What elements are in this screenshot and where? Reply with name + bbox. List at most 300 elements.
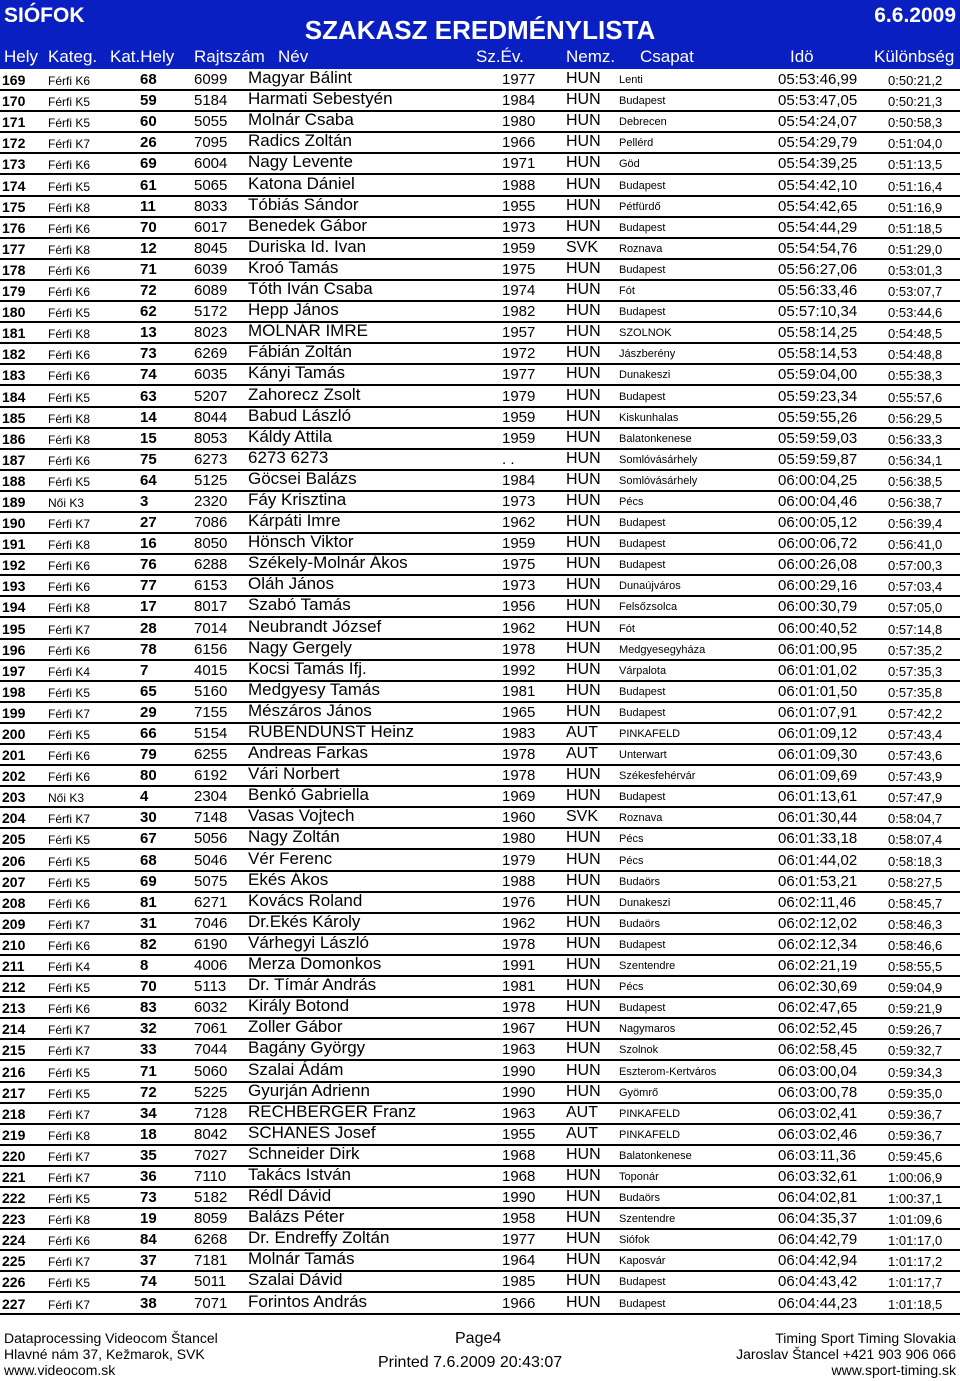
cell-category: Férfi K5: [48, 390, 91, 405]
table-row: [0, 597, 960, 618]
cell-difference: 0:59:36,7: [888, 1127, 943, 1143]
cell-category: Férfi K6: [48, 453, 91, 468]
table-row: [0, 808, 960, 829]
cell-difference: 0:50:21,3: [888, 94, 943, 110]
cell-nationality: HUN: [566, 934, 601, 952]
cell-birth-year: 1962: [502, 914, 536, 932]
cell-place: 221: [2, 1168, 26, 1185]
cell-team: Budaörs: [619, 917, 660, 930]
cell-nationality: HUN: [566, 576, 601, 594]
cell-team: Debrecen: [619, 116, 667, 129]
table-row: [0, 236, 960, 260]
cell-category: Férfi K6: [48, 580, 91, 595]
cell-place: 175: [2, 198, 26, 215]
table-row: [0, 890, 960, 914]
cell-name: Szalai Ádám: [248, 1059, 344, 1079]
cell-team: Nagymaros: [619, 1023, 676, 1036]
cell-category-place: 38: [140, 1294, 157, 1312]
cell-category-place: 78: [140, 640, 157, 658]
cell-birth-year: 1984: [502, 92, 536, 110]
cell-category-place: 11: [140, 197, 156, 215]
cell-time: 06:00:04,25: [778, 471, 858, 489]
cell-birth-year: 1963: [502, 1041, 536, 1059]
table-row: [0, 1101, 960, 1125]
cell-category: Férfi K5: [48, 1192, 91, 1207]
cell-birth-year: 1968: [502, 1146, 536, 1164]
cell-time: 06:02:11,46: [778, 893, 857, 911]
cell-name: Balázs Péter: [248, 1207, 345, 1227]
cell-nationality: HUN: [566, 91, 601, 109]
cell-bib-number: 5225: [194, 1083, 228, 1101]
cell-category-place: 65: [140, 682, 157, 700]
cell-time: 06:02:47,65: [778, 999, 858, 1017]
cell-team: Budaörs: [619, 875, 660, 888]
cell-time: 06:01:09,69: [778, 767, 858, 785]
cell-birth-year: 1978: [502, 767, 536, 785]
cell-bib-number: 5184: [194, 92, 228, 110]
cell-difference: 0:56:38,5: [888, 473, 943, 489]
cell-category-place: 36: [140, 1167, 157, 1185]
cell-difference: 1:00:37,1: [888, 1191, 943, 1207]
cell-place: 205: [2, 831, 26, 848]
cell-category: Férfi K7: [48, 917, 91, 932]
cell-place: 173: [2, 156, 26, 173]
cell-difference: 0:58:55,5: [888, 959, 943, 975]
table-row: [0, 911, 960, 935]
cell-time: 05:59:55,26: [778, 408, 858, 426]
cell-place: 193: [2, 578, 26, 595]
cell-difference: 0:57:35,3: [888, 663, 943, 679]
cell-bib-number: 6099: [194, 71, 228, 89]
cell-place: 178: [2, 261, 26, 278]
cell-time: 05:54:42,10: [778, 176, 858, 194]
cell-category: Férfi K7: [48, 1023, 91, 1038]
cell-nationality: HUN: [566, 133, 601, 151]
cell-team: Kiskunhalas: [619, 411, 679, 424]
cell-place: 220: [2, 1147, 26, 1164]
cell-birth-year: 1959: [502, 429, 536, 447]
cell-time: 05:59:04,00: [778, 366, 858, 384]
cell-team: Pécs: [619, 981, 644, 994]
cell-birth-year: 1962: [502, 514, 536, 532]
cell-bib-number: 6255: [194, 746, 228, 764]
cell-time: 06:01:33,18: [778, 830, 858, 848]
cell-place: 202: [2, 768, 26, 785]
cell-category: Férfi K5: [48, 981, 91, 996]
cell-nationality: HUN: [566, 956, 601, 974]
table-row: [0, 1188, 960, 1209]
cell-difference: 0:51:18,5: [888, 220, 943, 236]
cell-name: Harmati Sebestyén: [248, 89, 393, 109]
cell-bib-number: 6017: [194, 218, 228, 236]
cell-team: Budapest: [619, 685, 666, 698]
cell-difference: 0:56:34,1: [888, 452, 943, 468]
cell-birth-year: 1979: [502, 387, 536, 405]
cell-category-place: 3: [140, 492, 149, 510]
cell-birth-year: 1967: [502, 1020, 536, 1038]
cell-category-place: 66: [140, 725, 157, 742]
cell-birth-year: 1959: [502, 239, 536, 257]
cell-category: Férfi K6: [48, 896, 91, 911]
table-row: [0, 194, 960, 218]
page-footer: [0, 1326, 960, 1381]
cell-place: 197: [2, 662, 26, 679]
cell-team: Fót: [619, 622, 635, 635]
cell-category: Férfi K7: [48, 1107, 91, 1122]
cell-nationality: HUN: [566, 1230, 601, 1248]
cell-birth-year: 1968: [502, 1167, 536, 1185]
cell-nationality: HUN: [566, 449, 601, 467]
cell-time: 06:01:09,12: [778, 725, 858, 742]
cell-nationality: AUT: [566, 745, 598, 763]
cell-category: Férfi K5: [48, 95, 91, 110]
cell-category-place: 15: [140, 429, 157, 447]
cell-birth-year: 1980: [502, 830, 536, 848]
cell-place: 200: [2, 726, 26, 742]
cell-category-place: 68: [140, 851, 157, 869]
cell-difference: 0:56:41,0: [888, 537, 943, 553]
cell-nationality: HUN: [566, 302, 601, 320]
table-row: [0, 70, 960, 91]
cell-time: 06:04:02,81: [778, 1189, 858, 1207]
cell-team: Budapest: [619, 1002, 666, 1015]
cell-birth-year: 1973: [502, 577, 536, 595]
table-row: [0, 91, 960, 112]
cell-team: Toponár: [619, 1170, 659, 1183]
cell-place: 198: [2, 683, 26, 700]
cell-team: Dunakeszi: [619, 369, 671, 382]
cell-team: Budapest: [619, 1297, 666, 1310]
cell-birth-year: 1979: [502, 851, 536, 869]
cell-birth-year: 1963: [502, 1104, 536, 1122]
table-row: [0, 658, 960, 682]
cell-category-place: 80: [140, 767, 157, 785]
cell-category: Férfi K8: [48, 327, 91, 342]
cell-team: Budapest: [619, 221, 666, 234]
cell-team: Dunaújváros: [619, 580, 681, 593]
cell-team: PINKAFELD: [619, 1107, 681, 1120]
table-row: [0, 133, 960, 154]
cell-category-place: 35: [140, 1146, 157, 1164]
cell-team: Balatonkenese: [619, 432, 692, 445]
cell-bib-number: 7128: [194, 1104, 228, 1122]
cell-place: 192: [2, 557, 26, 574]
table-row: [0, 405, 960, 429]
cell-time: 05:58:14,25: [778, 324, 858, 342]
cell-team: Budapest: [619, 791, 666, 804]
cell-time: 05:59:23,34: [778, 387, 858, 405]
cell-bib-number: 2320: [194, 492, 228, 510]
cell-difference: 0:59:34,3: [888, 1064, 943, 1080]
cell-nationality: HUN: [566, 259, 601, 277]
cell-name: Vér Ferenc: [248, 848, 333, 868]
footer-website: www.videocom.sk: [4, 1362, 116, 1378]
cell-nationality: HUN: [566, 913, 601, 931]
cell-nationality: HUN: [566, 344, 601, 362]
cell-category: Férfi K6: [48, 158, 91, 173]
cell-birth-year: 1990: [502, 1189, 536, 1207]
cell-bib-number: 6156: [194, 640, 228, 658]
cell-category: Férfi K8: [48, 601, 91, 616]
cell-bib-number: 5046: [194, 851, 228, 869]
cell-place: 227: [2, 1295, 26, 1312]
cell-birth-year: 1956: [502, 598, 536, 616]
cell-team: Székesfehérvár: [619, 770, 696, 783]
cell-difference: 0:57:35,8: [888, 684, 943, 700]
cell-category-place: 75: [140, 450, 157, 468]
cell-place: 215: [2, 1042, 26, 1059]
cell-birth-year: 1978: [502, 640, 536, 658]
cell-category: Férfi K5: [48, 1065, 91, 1080]
cell-category-place: 63: [140, 387, 157, 405]
cell-bib-number: 7044: [194, 1041, 228, 1059]
cell-time: 06:03:32,61: [778, 1167, 858, 1185]
cell-team: Pétfürdő: [619, 200, 661, 213]
cell-category-place: 83: [140, 999, 157, 1017]
cell-place: 191: [2, 536, 26, 553]
cell-bib-number: 5125: [194, 471, 228, 489]
table-row: [0, 576, 960, 597]
cell-team: Balatonkenese: [619, 1149, 692, 1162]
column-header: Kateg.: [48, 47, 98, 66]
cell-nationality: HUN: [566, 681, 601, 699]
cell-difference: 1:00:06,9: [888, 1169, 943, 1185]
cell-name: RUBENDUNST Heinz: [248, 722, 414, 741]
cell-birth-year: 1974: [502, 282, 536, 300]
cell-team: Pécs: [619, 854, 644, 867]
table-row: [0, 637, 960, 661]
cell-birth-year: 1959: [502, 535, 536, 553]
cell-nationality: HUN: [566, 1251, 601, 1269]
cell-category-place: 81: [140, 893, 157, 911]
cell-difference: 0:54:48,8: [888, 347, 943, 363]
cell-time: 06:00:04,46: [778, 492, 858, 510]
cell-difference: 0:51:04,0: [888, 136, 943, 152]
cell-name: Zahorecz Zsolt: [248, 384, 361, 404]
column-header: Különbség: [874, 47, 955, 66]
cell-place: 226: [2, 1274, 26, 1291]
cell-nationality: HUN: [566, 555, 601, 573]
cell-nationality: HUN: [566, 513, 601, 531]
cell-team: Várpalota: [619, 664, 667, 677]
cell-bib-number: 4006: [194, 957, 228, 975]
cell-name: Tóbiás Sándor: [248, 194, 359, 214]
cell-name: Nagy Zoltán: [248, 827, 340, 847]
cell-nationality: HUN: [566, 1145, 601, 1163]
cell-bib-number: 8017: [194, 598, 228, 616]
cell-difference: 0:59:21,9: [888, 1001, 943, 1017]
cell-difference: 0:56:39,4: [888, 516, 943, 532]
cell-category: Férfi K7: [48, 1170, 91, 1185]
cell-name: Tóth Iván Csaba: [248, 279, 373, 299]
cell-bib-number: 7027: [194, 1146, 228, 1164]
cell-difference: 1:01:09,6: [888, 1212, 943, 1228]
table-row: [0, 215, 960, 239]
cell-place: 213: [2, 1000, 26, 1017]
cell-name: Ekés Ákos: [248, 869, 329, 889]
cell-nationality: HUN: [566, 871, 601, 889]
cell-category-place: 18: [140, 1125, 157, 1143]
cell-difference: 0:57:43,4: [888, 727, 943, 742]
cell-difference: 0:57:03,4: [888, 579, 943, 595]
cell-team: Pécs: [619, 495, 644, 508]
table-row: [0, 1230, 960, 1251]
cell-category-place: 4: [140, 788, 149, 806]
location-title: SIÓFOK: [4, 4, 85, 27]
cell-difference: 0:57:05,0: [888, 600, 943, 616]
cell-birth-year: 1969: [502, 788, 536, 806]
cell-birth-year: 1975: [502, 556, 536, 574]
cell-birth-year: 1962: [502, 619, 536, 637]
cell-category: Férfi K5: [48, 1086, 91, 1101]
table-row: [0, 1080, 960, 1104]
cell-difference: 0:56:38,7: [888, 494, 943, 510]
cell-difference: 1:01:17,7: [888, 1275, 943, 1291]
cell-time: 05:59:59,03: [778, 429, 858, 447]
cell-bib-number: 7086: [194, 514, 228, 532]
cell-category-place: 82: [140, 935, 157, 953]
cell-name: Fábián Zoltán: [248, 342, 352, 362]
cell-birth-year: 1965: [502, 703, 536, 721]
cell-team: Pellérd: [619, 137, 654, 150]
report-header: [0, 0, 960, 69]
cell-name: Kárpáti Imre: [248, 511, 341, 531]
cell-name: Benedek Gábor: [248, 215, 368, 235]
cell-difference: 1:01:18,5: [888, 1296, 943, 1312]
table-row: [0, 175, 960, 196]
table-row: [0, 323, 960, 344]
cell-place: 210: [2, 936, 26, 953]
cell-birth-year: . .: [502, 450, 515, 468]
cell-difference: 0:57:47,9: [888, 790, 943, 806]
cell-team: Göd: [619, 158, 640, 171]
cell-birth-year: 1957: [502, 324, 536, 342]
cell-difference: 0:59:04,9: [888, 980, 943, 996]
cell-nationality: AUT: [566, 1124, 598, 1142]
cell-category-place: 70: [140, 978, 157, 996]
cell-difference: 0:50:58,3: [888, 115, 943, 131]
cell-nationality: HUN: [566, 1293, 601, 1311]
cell-birth-year: 1976: [502, 893, 536, 911]
cell-nationality: HUN: [566, 998, 601, 1016]
cell-bib-number: 8033: [194, 197, 228, 215]
table-row: [0, 489, 960, 513]
cell-difference: 0:53:01,3: [888, 262, 943, 278]
table-row: [0, 386, 960, 407]
cell-birth-year: 1960: [502, 809, 536, 827]
table-row: [0, 447, 960, 471]
cell-place: 219: [2, 1126, 26, 1143]
cell-time: 06:01:30,44: [778, 809, 858, 827]
table-row: [0, 618, 960, 639]
cell-category: Férfi K7: [48, 622, 91, 637]
cell-nationality: HUN: [566, 1082, 601, 1100]
cell-place: 170: [2, 93, 26, 110]
cell-difference: 0:57:35,2: [888, 642, 943, 658]
cell-category-place: 62: [140, 303, 157, 321]
cell-time: 06:04:43,42: [778, 1273, 858, 1291]
cell-time: 05:54:42,65: [778, 197, 858, 215]
cell-bib-number: 5154: [194, 725, 228, 742]
cell-team: Somlóvásárhely: [619, 453, 698, 466]
table-row: [0, 869, 960, 893]
cell-difference: 0:58:46,6: [888, 937, 943, 953]
cell-name: Neubrandt József: [248, 616, 382, 636]
cell-category: Férfi K6: [48, 348, 91, 363]
cell-bib-number: 8044: [194, 408, 228, 426]
cell-team: Budapest: [619, 517, 666, 530]
cell-team: Budapest: [619, 179, 666, 192]
cell-category-place: 29: [140, 703, 157, 721]
cell-place: 225: [2, 1253, 26, 1270]
cell-nationality: SVK: [566, 808, 599, 826]
cell-name: Zoller Gábor: [248, 1017, 343, 1037]
table-row: [0, 998, 960, 1019]
table-row: [0, 1061, 960, 1082]
cell-place: 179: [2, 283, 26, 300]
cell-category: Női K3: [48, 495, 85, 510]
cell-name: Gyurján Adrienn: [248, 1080, 370, 1100]
column-header: Csapat: [640, 47, 694, 66]
cell-category-place: 19: [140, 1210, 157, 1228]
cell-place: 212: [2, 979, 26, 996]
cell-difference: 0:57:00,3: [888, 558, 943, 574]
cell-difference: 0:59:26,7: [888, 1022, 943, 1038]
cell-difference: 0:58:07,4: [888, 832, 943, 848]
cell-difference: 0:58:45,7: [888, 895, 943, 911]
cell-time: 06:00:26,08: [778, 556, 858, 574]
cell-nationality: HUN: [566, 1040, 601, 1058]
cell-category-place: 76: [140, 556, 157, 574]
cell-team: Pécs: [619, 833, 644, 846]
cell-difference: 0:58:18,3: [888, 853, 943, 869]
cell-difference: 0:57:42,2: [888, 705, 943, 721]
table-row: [0, 1122, 960, 1146]
cell-nationality: HUN: [566, 407, 601, 425]
cell-difference: 0:59:32,7: [888, 1043, 943, 1059]
cell-category: Férfi K7: [48, 137, 91, 152]
cell-place: 195: [2, 620, 26, 637]
cell-place: 224: [2, 1232, 26, 1249]
results-table: [0, 70, 960, 1315]
cell-place: 201: [2, 747, 26, 764]
cell-category: Férfi K8: [48, 432, 91, 447]
cell-team: Eszterom-Kertváros: [619, 1065, 717, 1078]
table-row: [0, 1293, 960, 1314]
cell-nationality: SVK: [566, 238, 599, 256]
cell-time: 06:02:12,02: [778, 914, 858, 932]
cell-time: 05:57:10,34: [778, 303, 858, 321]
column-header: Idö: [790, 47, 814, 66]
cell-birth-year: 1978: [502, 999, 536, 1017]
cell-place: 190: [2, 515, 26, 532]
table-row: [0, 700, 960, 724]
cell-category-place: 16: [140, 535, 157, 553]
cell-team: Fót: [619, 285, 635, 298]
cell-category-place: 7: [140, 661, 149, 679]
cell-bib-number: 7046: [194, 914, 228, 932]
cell-nationality: AUT: [566, 1103, 598, 1121]
cell-place: 204: [2, 810, 26, 827]
cell-birth-year: 1988: [502, 176, 536, 194]
cell-team: PINKAFELD: [619, 728, 681, 740]
cell-bib-number: 8023: [194, 324, 228, 342]
table-row: [0, 1209, 960, 1230]
cell-nationality: HUN: [566, 1019, 601, 1037]
cell-difference: 0:50:21,2: [888, 73, 943, 89]
table-row: [0, 302, 960, 323]
table-row: [0, 1143, 960, 1167]
